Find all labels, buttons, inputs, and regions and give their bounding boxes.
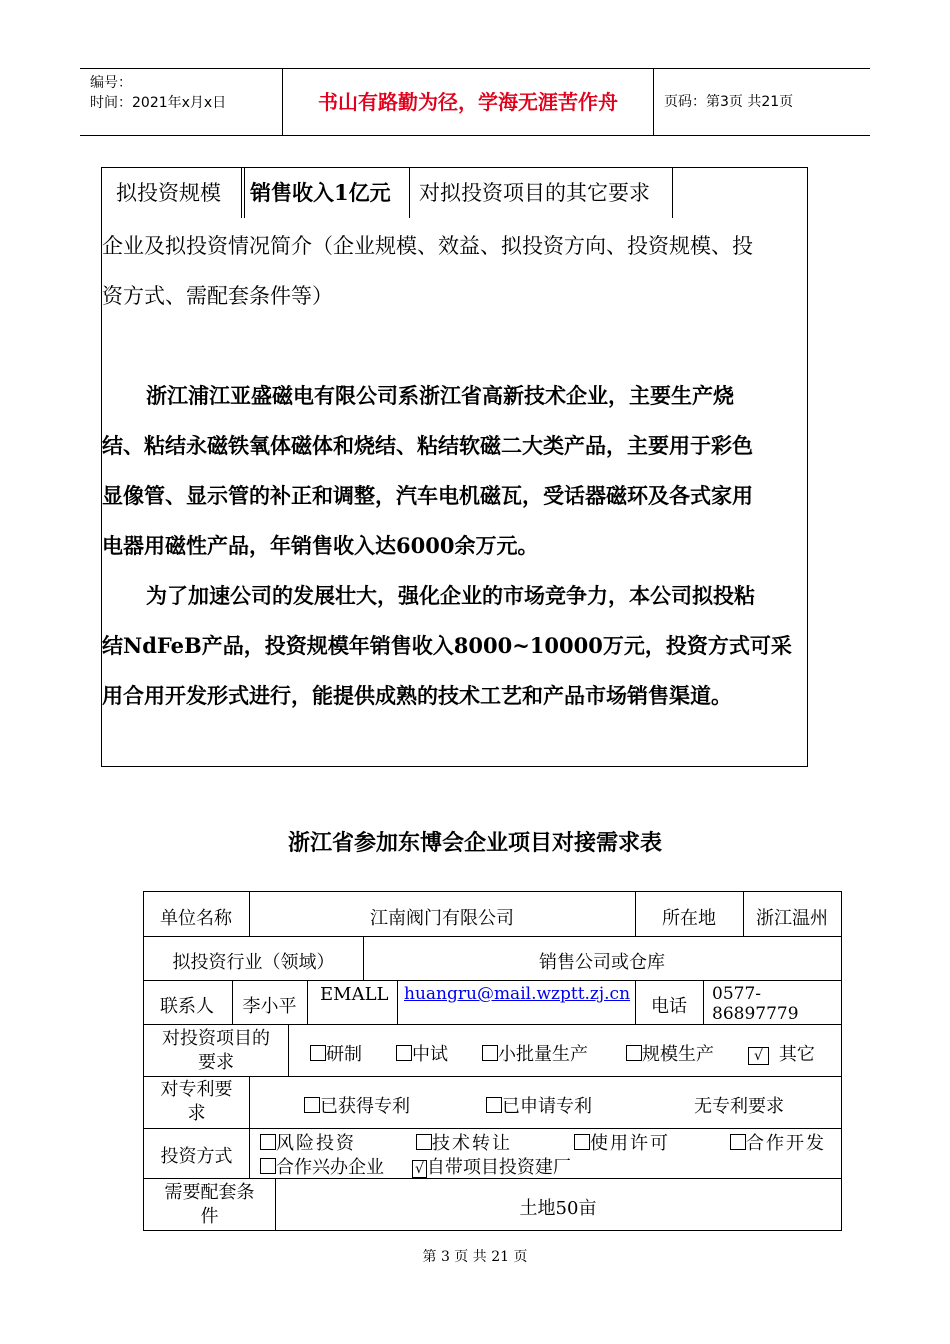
- other-req-label: 对拟投资项目的其它要求: [419, 181, 650, 205]
- row-divider: [144, 1024, 841, 1025]
- divider: [241, 168, 242, 218]
- project-req-label-line: 对投资项目的: [162, 1028, 270, 1049]
- patent-label-line: 求: [187, 1103, 206, 1124]
- checkbox-icon[interactable]: [260, 1158, 276, 1174]
- support-label-line: 件: [200, 1206, 219, 1227]
- form-title: 浙江省参加东博会企业项目对接需求表: [287, 830, 662, 856]
- option-label: 风险投资: [276, 1133, 356, 1154]
- location-label: 所在地: [662, 908, 716, 929]
- scale-label: 拟投资规模: [116, 181, 221, 205]
- checkbox-icon[interactable]: [396, 1045, 412, 1061]
- option-label: 使用许可: [590, 1133, 670, 1154]
- industry-label: 拟投资行业（领域）: [172, 952, 335, 973]
- divider: [288, 1024, 289, 1076]
- option-small-batch[interactable]: [482, 1040, 588, 1066]
- serial-label: 编号：: [90, 75, 132, 91]
- patent-label-line: 对专利要: [160, 1079, 233, 1100]
- option-label: 合作开发: [746, 1133, 826, 1154]
- invest-label: 投资方式: [160, 1146, 233, 1167]
- option-label: 合作兴办企业: [276, 1157, 384, 1178]
- option-label: 规模生产: [642, 1044, 714, 1065]
- checkbox-icon[interactable]: [304, 1097, 320, 1113]
- row-divider: [144, 936, 841, 937]
- checkbox-icon[interactable]: [416, 1134, 432, 1150]
- checkbox-icon[interactable]: [482, 1045, 498, 1061]
- phone-label: 电话: [651, 996, 687, 1017]
- divider: [672, 168, 673, 218]
- divider: [397, 980, 398, 1024]
- divider: [244, 168, 245, 218]
- divider: [249, 1076, 250, 1128]
- option-research[interactable]: [310, 1040, 362, 1066]
- unit-value: 江南阀门有限公司: [370, 908, 514, 929]
- option-label: 研制: [326, 1044, 362, 1065]
- checkbox-icon[interactable]: [486, 1097, 502, 1113]
- option-label: 自带项目投资建厂: [426, 1157, 571, 1178]
- checkbox-icon[interactable]: [574, 1134, 590, 1150]
- contact-label: 联系人: [160, 996, 214, 1017]
- option-no-patent: 无专利要求: [694, 1096, 784, 1117]
- option-label: 技术转让: [432, 1133, 512, 1154]
- intro-line-2: 资方式、需配套条件等）: [102, 284, 333, 308]
- para2-line: 用合用开发形式进行，能提供成熟的技术工艺和产品市场销售渠道。: [102, 683, 732, 708]
- option-pilot[interactable]: [396, 1040, 448, 1066]
- option-label: 中试: [412, 1044, 448, 1065]
- option-venture[interactable]: [260, 1129, 356, 1155]
- page-footer: 第 3 页 共 21 页: [422, 1249, 528, 1265]
- header-page-code: 页码：第3页 共21页: [664, 94, 794, 110]
- support-value: 土地50亩: [519, 1198, 597, 1219]
- option-license[interactable]: [574, 1129, 670, 1155]
- option-co-develop[interactable]: [730, 1129, 826, 1155]
- option-other[interactable]: [748, 1040, 815, 1066]
- option-tech-transfer[interactable]: [416, 1129, 512, 1155]
- email-label: EMALL: [320, 984, 389, 1005]
- checkbox-icon[interactable]: [260, 1134, 276, 1150]
- location-value: 浙江温州: [756, 908, 828, 929]
- checkbox-icon[interactable]: [310, 1045, 326, 1061]
- option-joint-venture[interactable]: [260, 1153, 384, 1179]
- divider: [307, 980, 308, 1024]
- unit-label: 单位名称: [160, 908, 232, 929]
- option-label: 已申请专利: [502, 1096, 592, 1117]
- para1-line: 结、粘结永磁铁氧体磁体和烧结、粘结软磁二大类产品，主要用于彩色: [102, 433, 753, 458]
- divider: [703, 980, 704, 1024]
- phone-value: 0577-86897779: [712, 984, 799, 1024]
- option-label: 其它: [778, 1044, 815, 1065]
- requirement-form-table: [143, 891, 842, 1231]
- para2-line: 结NdFeB产品，投资规模年销售收入8000~10000万元，投资方式可采: [102, 633, 792, 658]
- project-req-label: [144, 1027, 288, 1075]
- option-patent-applied[interactable]: [486, 1092, 592, 1118]
- divider: [409, 168, 410, 218]
- option-label: 小批量生产: [498, 1044, 588, 1065]
- industry-value: 销售公司或仓库: [539, 952, 665, 973]
- support-label: [144, 1181, 275, 1229]
- header-motto: 书山有路勤为径，学海无涯苦作舟: [282, 69, 654, 135]
- para1-line: 浙江浦江亚盛磁电有限公司系浙江省高新技术企业，主要生产烧: [146, 383, 734, 408]
- investment-intro-box: [101, 167, 808, 767]
- para1-line: 电器用磁性产品，年销售收入达6000余万元。: [102, 533, 539, 558]
- time-label: 时间：2021年x月x日: [90, 95, 227, 111]
- checked-box-icon[interactable]: √: [412, 1160, 427, 1178]
- checked-box-icon[interactable]: √: [748, 1047, 769, 1065]
- option-label: 已获得专利: [320, 1096, 410, 1117]
- project-req-label-line: 要求: [198, 1052, 234, 1073]
- email-link[interactable]: huangru@mail.wzptt.zj.cn: [404, 984, 631, 1004]
- para1-line: 显像管、显示管的补正和调整，汽车电机磁瓦，受话器磁环及各式家用: [102, 483, 753, 508]
- page-header: [80, 68, 870, 136]
- para2-line: 为了加速公司的发展壮大，强化企业的市场竞争力，本公司拟投粘: [146, 583, 755, 608]
- support-label-line: 需要配套条: [164, 1182, 255, 1203]
- option-mass-production[interactable]: [626, 1040, 714, 1066]
- header-meta: [80, 69, 282, 135]
- checkbox-icon[interactable]: [730, 1134, 746, 1150]
- option-patent-obtained[interactable]: [304, 1092, 410, 1118]
- checkbox-icon[interactable]: [626, 1045, 642, 1061]
- row-divider: [144, 980, 841, 981]
- scale-value: 销售收入1亿元: [250, 180, 391, 205]
- contact-value: 李小平: [242, 996, 297, 1017]
- patent-label: [144, 1078, 249, 1126]
- option-own-project[interactable]: [412, 1153, 571, 1179]
- divider: [249, 1128, 250, 1178]
- intro-line-1: 企业及拟投资情况简介（企业规模、效益、拟投资方向、投资规模、投: [102, 234, 753, 258]
